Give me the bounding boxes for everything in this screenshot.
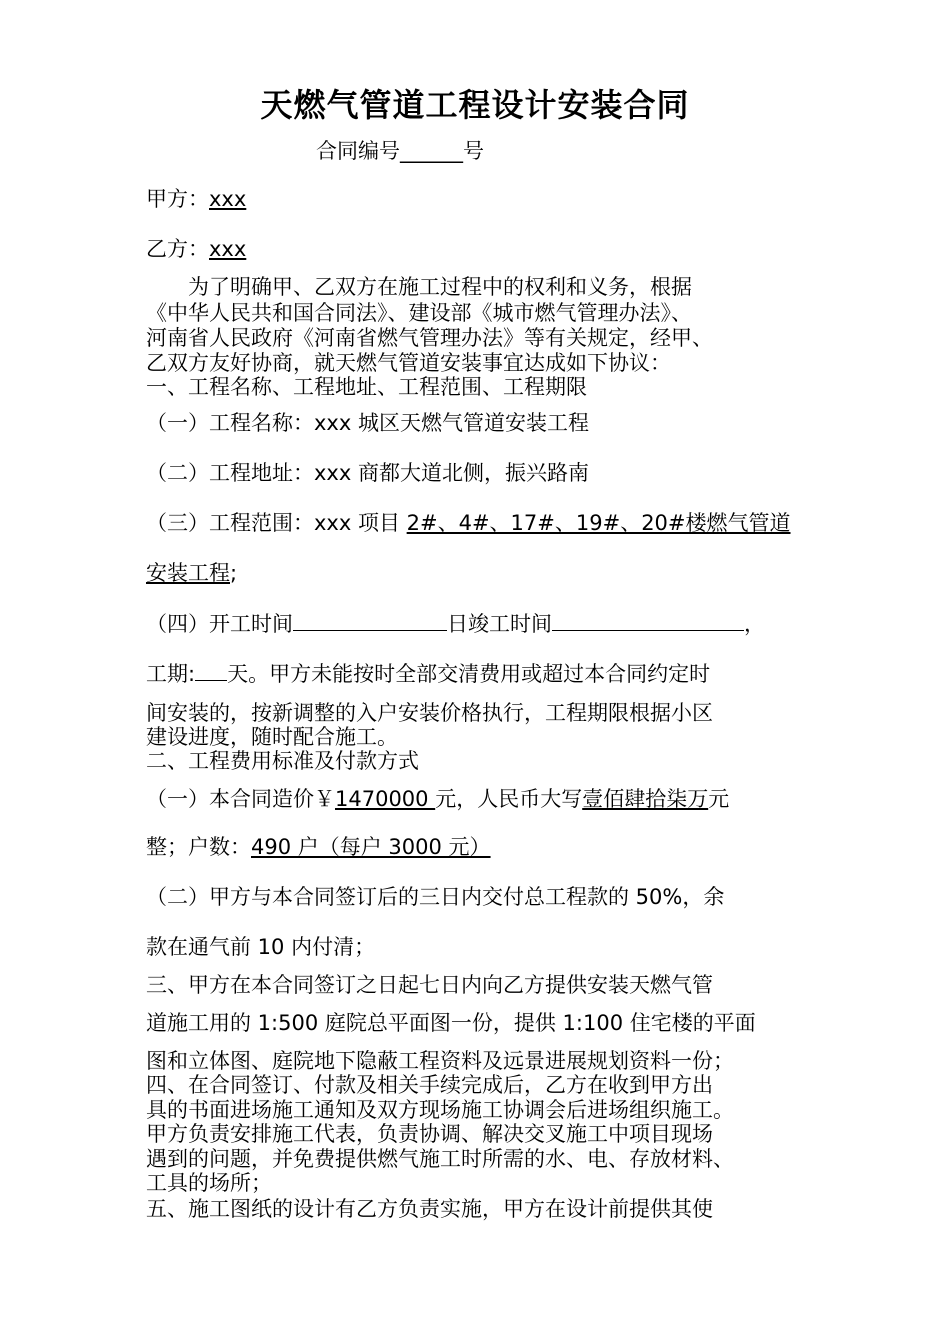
project-address: （二）工程地址：xxx 商都大道北侧，振兴路南 bbox=[146, 461, 589, 485]
end-date-label: 日竣工时间 bbox=[447, 612, 552, 636]
project-scope-buildings: 2#、4#、17#、19#、20#楼燃气管道 bbox=[406, 511, 791, 535]
price-label: （一）本合同造价￥ bbox=[146, 787, 335, 811]
section-5-line: 五、施工图纸的设计有乙方负责实施，甲方在设计前提供其使 bbox=[146, 1197, 713, 1221]
start-date-label: （四）开工时间 bbox=[146, 612, 293, 636]
party-b-line bbox=[146, 236, 246, 262]
project-scope-cont bbox=[146, 560, 237, 586]
price-unit: 元 bbox=[708, 787, 730, 811]
project-scope-label: （三）工程范围：xxx 项目 bbox=[146, 511, 407, 535]
contract-number-blank: ______ bbox=[400, 139, 463, 163]
payment-terms: （二）甲方与本合同签订后的三日内交付总工程款的 50%，余 bbox=[146, 885, 725, 909]
party-a-value: xxx bbox=[209, 187, 247, 211]
households-label: 整；户数： bbox=[146, 835, 251, 859]
intro-line: 为了明确甲、乙双方在施工过程中的权利和义务，根据 bbox=[188, 275, 692, 299]
intro-line: 《中华人民共和国合同法》、建设部《城市燃气管理办法》、 bbox=[146, 301, 692, 325]
section-3-line: 三、甲方在本合同签订之日起七日内向乙方提供安装天燃气管 bbox=[146, 973, 713, 997]
price-amount: 1470000 bbox=[335, 787, 436, 811]
party-b-label: 乙方： bbox=[146, 237, 209, 261]
section-3-line: 图和立体图、庭院地下隐蔽工程资料及远景进展规划资料一份； bbox=[146, 1049, 734, 1073]
party-a-label: 甲方： bbox=[146, 187, 209, 211]
section-4-line: 具的书面进场施工通知及双方现场施工协调会后进场组织施工。 bbox=[146, 1098, 734, 1122]
document-title: 天燃气管道工程设计安装合同 bbox=[260, 86, 690, 124]
period-line: 间安装的，按新调整的入户安装价格执行，工程期限根据小区 bbox=[146, 701, 713, 725]
contract-number-line bbox=[316, 138, 484, 164]
period-line: 建设进度，随时配合施工。 bbox=[146, 725, 398, 749]
project-scope-end: ; bbox=[230, 561, 238, 585]
project-scope bbox=[146, 510, 791, 536]
contract-price bbox=[146, 786, 729, 812]
intro-line: 河南省人民政府《河南省燃气管理办法》等有关规定，经甲、 bbox=[146, 326, 713, 350]
project-name: （一）工程名称：xxx 城区天燃气管道安装工程 bbox=[146, 411, 589, 435]
section-2-heading: 二、工程费用标准及付款方式 bbox=[146, 749, 419, 773]
price-words-label: 元，人民币大写 bbox=[435, 787, 583, 811]
households-value: 490 户（每户 3000 元） bbox=[251, 835, 491, 859]
end-date-blank bbox=[552, 610, 744, 631]
party-b-value: xxx bbox=[209, 237, 247, 261]
schedule-comma: ， bbox=[744, 612, 765, 636]
contract-number-suffix: 号 bbox=[463, 139, 484, 163]
contract-number-label: 合同编号 bbox=[316, 139, 400, 163]
section-4-line: 遇到的问题，并免费提供燃气施工时所需的水、电、存放材料、 bbox=[146, 1147, 734, 1171]
section-3-line: 道施工用的 1:500 庭院总平面图一份，提供 1:100 住宅楼的平面 bbox=[146, 1011, 756, 1035]
project-schedule bbox=[146, 610, 765, 637]
price-words: 壹佰肆拾柒万 bbox=[582, 787, 709, 811]
section-1-heading: 一、工程名称、工程地址、工程范围、工程期限 bbox=[146, 375, 587, 399]
construction-period bbox=[146, 660, 710, 687]
period-text: 天。甲方未能按时全部交清费用或超过本合同约定时 bbox=[227, 662, 711, 686]
payment-terms-cont: 款在通气前 10 内付清； bbox=[146, 935, 376, 959]
households-line bbox=[146, 834, 491, 860]
section-4-line: 四、在合同签订、付款及相关手续完成后，乙方在收到甲方出 bbox=[146, 1073, 713, 1097]
period-label: 工期: bbox=[146, 662, 196, 686]
section-4-line: 甲方负责安排施工代表，负责协调、解决交叉施工中项目现场 bbox=[146, 1122, 713, 1146]
start-date-blank bbox=[293, 610, 447, 631]
period-days-blank bbox=[195, 660, 227, 681]
party-a-line bbox=[146, 186, 246, 212]
section-4-line: 工具的场所； bbox=[146, 1171, 272, 1195]
intro-line: 乙双方友好协商，就天燃气管道安装事宜达成如下协议： bbox=[146, 351, 671, 375]
project-scope-cont-text: 安装工程 bbox=[146, 561, 230, 585]
